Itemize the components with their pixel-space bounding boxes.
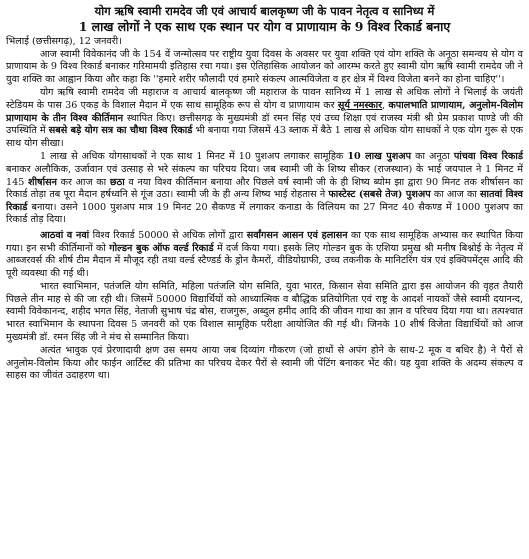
paragraph-6: अत्यंत भावुक एवं प्रेरणादायी क्षण उस समय आया जब दिव्यांग गौकरण (जो हाथों से अपंग होने के साथ-2 मूक व बधिर है) ने पैरों से अनुलोम-विलोम किया और फाईन आर्टिस्ट की प्रतिभा का परिचय देकर पैरों से स्वामी जी पेंटिंग बनाकर भेंट की। यह युवा शक्ति के अदम्य संकल्प व साहस का जीवंत उदाहरण था। — [6, 345, 523, 382]
paragraph-3-bold-2: पांचवा विश्व रिकार्ड — [453, 151, 524, 163]
paragraph-4-text-1: विश्व रिकार्ड 50000 से अधिक लोगों द्वारा — [89, 229, 247, 241]
paragraph-3-text-7: बनाया। उसने 1000 पुशअप मात्र 19 मिनट 20 सैकण्ड में लगाकर कनाडा के विलियम का 27 मिनट 40 सैकण्ड में 1000 पुशअप का रिकार्ड तोड़ दिया। — [6, 201, 523, 226]
paragraph-4 — [6, 230, 523, 280]
paragraph-2-text-4: भी बनाया गया जिसमें 43 ब्लाक में बैठे 1 लाख से अधिक योग साधकों ने एक योग गुरू से एक साथ योग सीखा। — [6, 125, 523, 149]
headline-line-2: 1 लाख लोगों ने एक साथ एक स्थान पर योग व प्राणायाम के 9 विश्व रिकार्ड बनाए — [78, 19, 451, 34]
paragraph-2-text-3: स्थापित किए। छत्तीसगढ़ के मुख्यमंत्री डॉ रमन सिंह एवं उच्च शिक्षा एवं राजस्व मंत्री श्री प्रेम प्रकाश पाण्डे जी की उपस्थिति में — [6, 112, 523, 137]
paragraph-2-text-2: , — [382, 99, 389, 111]
headline — [6, 4, 523, 34]
paragraph-3-bold-4: छठा — [109, 176, 125, 188]
paragraph-2-bold-1: सूर्य नमस्कार — [337, 99, 383, 111]
paragraph-4-bold-2: सर्वांगसन आसन एवं हलासन — [246, 229, 348, 241]
paragraph-3-text-3: बनाकर अलौकिक, उर्जावान एवं उत्साह से भरे संकल्प का परिचय दिया। जब स्वामी जी के शिष्य सीकर (राजस्थान) के भाई जयपाल ने 1 मिनट में 145 — [6, 163, 523, 188]
paragraph-2 — [6, 87, 523, 150]
paragraph-3-bold-5: फास्टेस्ट (सबसे तेज) पुशअप — [328, 189, 431, 201]
paragraph-3-text-4: कर आज का — [56, 176, 110, 188]
paragraph-2-bold-2: कपालभाति प्राणायाम, अनुलोम-विलोम प्राणायाम के तीन विश्व कीर्तिमान — [6, 99, 523, 124]
paragraph-3-text-6: का आज का — [430, 189, 481, 201]
paragraph-4-bold-3: गोल्डन बुक ऑफ वर्ल्ड रिकार्ड — [109, 242, 214, 254]
headline-line-1: योग ऋषि स्वामी रामदेव जी एवं आचार्य बालकृष्ण जी के पावन नेतृत्व व सानिध्य में — [94, 4, 435, 18]
paragraph-2-text-1: योग ऋषि स्वामी रामदेव जी महाराज व आचार्य बालकृष्ण जी महाराज के पावन सानिध्य में 1 लाख से अधिक लोगों ने भिलाई के जयंती स्टेडियम के पास 36 एकड़ के विशाल मैदान में एक साथ सामूहिक रूप से योग व प्राणायाम कर — [6, 87, 523, 111]
paragraph-3 — [6, 151, 523, 227]
paragraph-3-text-2: का अनूठा — [411, 151, 454, 163]
paragraph-3-bold-1: 10 लाख पुशअप — [347, 151, 412, 163]
paragraph-3-bold-3: शीर्षासन — [28, 176, 57, 188]
paragraph-3-text-5: व नया विश्व कीर्तिमान बनाया और पिछले वर्ष स्वामी जी के ही शिष्य ब्योम झा द्वारा 90 मिनट तक शीर्षासन का रिकार्ड तोड़ा तब पूरा मैदान हर्षध्वनि से गूंज उठा। स्वामी जी के ही अन्य शिष्य भाई रोहतास ने — [6, 176, 523, 201]
paragraph-4-text-3: में दर्ज किया गया। इसके लिए गोल्डन बुक के एशिया प्रमुख श्री मनीष बिश्नोई के नेतृत्व में आब्जरवर्स की शीर्ष टीम मैदान में मौजूद रही तथा वर्ल्ड स्टैण्डर्ड के ड्रोन कैमरों, वीडियोग्राफी, उच्च तकनीक के मानिटरिंग यंत्र एवं इक्विपमेंट्स आदि की पूरी व्यवस्था की गई थी। — [6, 242, 524, 279]
paragraph-4-text-2: का एक साथ सामूहिक अभ्यास कर स्थापित किया गया। इन सभी कीर्तिमानों को — [6, 229, 524, 254]
paragraph-5: भारत स्वाभिमान, पतंजलि योग समिति, महिला पतंजलि योग समिति, युवा भारत, किसान सेवा समिति द्वारा इस आयोजन की वृहत तैयारी पिछले तीन माह से की जा रही थी। जिसमें 50000 विद्यार्थियों को आध्यात्मिक व बौद्धिक प्रतियोगिता एवं राष्ट्र के आदर्श नायकों जैसे स्वामी दयानन्द, स्वामी विवेकानन्द, शहीद भगत सिंह, नेताजी सुभाष चंद्र बोस, राजगुरू, अब्दुल हमीद आदि की जीवन गाथा का ज्ञान व परिचय दिया गया था। तत्पश्चात भारत स्वाभिमान के स्थापना दिवस 5 जनवरी को एक विशाल सामूहिक परीक्षा आयोजित की गई थी। जिनके 10 शीर्ष विजेता विद्यार्थियों को आज मुख्यमंत्री डॉ. रमन सिंह जी ने मंच से सम्मानित किया। — [6, 281, 523, 343]
paragraph-3-text-1: 1 लाख से अधिक योगसाधकों ने एक साथ 1 मिनट में 10 पुशअप लगाकर सामूहिक — [40, 151, 348, 163]
paragraph-1: आज स्वामी विवेकानंद जी के 154 वें जन्मोत्सव पर राष्ट्रीय युवा दिवस के अवसर पर युवा शक्ति एवं योग शक्ति के अनूठा समन्वय से योग व प्राणायाम के 9 विश्व रिकार्ड बनाकर गरिमामयी इतिहास रचा गया। इस ऐतिहासिक आयोजन को आरम्भ करते हुए स्वामी योग ऋषि स्वामी रामदेव जी ने युवा शक्ति का आह्वान किया और कहा कि ''हमारे शरीर फौलादी एवं हमारे संकल्प आत्मविजेता व हर क्षेत्र में विश्व विजेता बनने का होना चाहिए''। — [6, 48, 523, 85]
paragraph-2-bold-3: सबसे बड़े योग सत्र का चौथा विश्व रिकार्ड — [48, 125, 193, 137]
paragraph-3-bold-6: सातवां विश्व रिकार्ड — [6, 189, 523, 213]
paragraph-4-bold-1: आठवां व नवां — [40, 229, 90, 241]
dateline: भिलाई (छत्तीसगढ़), 12 जनवरी। — [6, 36, 122, 47]
